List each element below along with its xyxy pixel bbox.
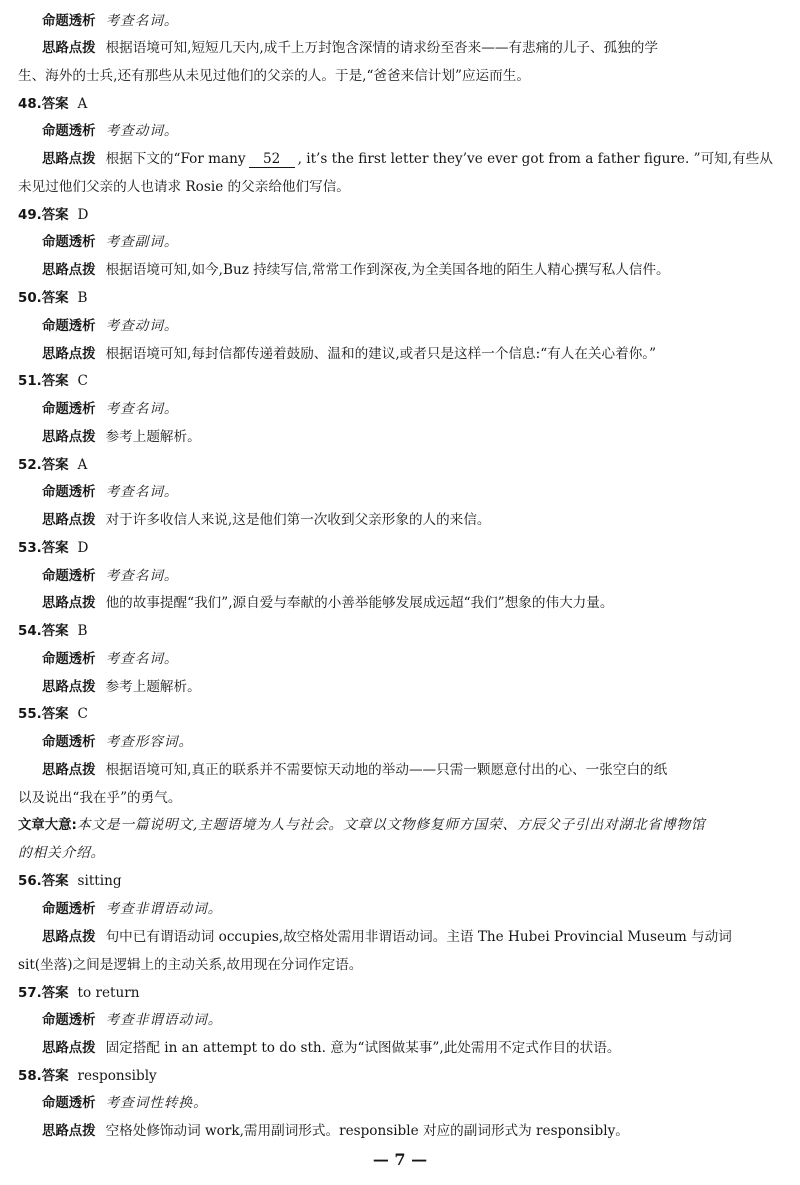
answer-value: C [77, 706, 88, 722]
question-number: 51. [18, 374, 42, 389]
answer-label: 答案 [41, 707, 69, 722]
hint-text: 他的故事提醒“我们”,源自爱与奉献的小善举能够发展成远超“我们”想象的伟大力量。 [105, 595, 614, 611]
analysis-row [42, 399, 788, 420]
hint-row [42, 1121, 788, 1142]
hint-label: 思路点拨 [42, 763, 96, 778]
answer-label: 答案 [41, 458, 69, 473]
hint-continuation: sit(坐落)之间是逻辑上的主动关系,故用现在分词作定语。 [18, 957, 363, 973]
answer-row-57 [18, 983, 788, 1004]
analysis-row [42, 899, 788, 920]
question-number: 55. [18, 707, 42, 722]
analysis-text: 考查名词。 [105, 401, 179, 417]
summary-continuation: 的相关介绍。 [18, 844, 105, 861]
analysis-row [42, 11, 788, 32]
answer-value: D [77, 540, 89, 556]
question-number: 54. [18, 624, 42, 639]
answer-label: 答案 [41, 541, 69, 556]
hint-label: 思路点拨 [42, 152, 96, 167]
question-number: 56. [18, 874, 42, 889]
summary-line [18, 812, 788, 840]
hint-text: 固定搭配 in an attempt to do sth. 意为“试图做某事”,此处需用不定式作目的状语。 [105, 1040, 621, 1056]
analysis-row [42, 121, 788, 142]
answer-label: 答案 [41, 208, 69, 223]
hint-text: 空格处修饰动词 work,需用副词形式。responsible 对应的副词形式为 responsibly。 [105, 1123, 629, 1139]
hint-text: 对于许多收信人来说,这是他们第一次收到父亲形象的人的来信。 [105, 512, 491, 528]
hint-label: 思路点拨 [42, 1041, 96, 1056]
hint-text: 根据下文的“For many [105, 151, 246, 167]
analysis-label: 命题透析 [42, 124, 96, 139]
answer-label: 答案 [41, 986, 69, 1001]
analysis-text: 考查名词。 [105, 13, 179, 29]
analysis-text: 考查形容词。 [105, 734, 194, 750]
hint-label: 思路点拨 [42, 596, 96, 611]
answer-label: 答案 [41, 874, 69, 889]
analysis-row [42, 316, 788, 337]
question-number: 48. [18, 97, 42, 112]
analysis-label: 命题透析 [42, 14, 96, 29]
hint-row [42, 593, 788, 614]
analysis-text: 考查名词。 [105, 484, 179, 500]
question-number: 57. [18, 986, 42, 1001]
answer-value: D [77, 207, 89, 223]
hint-label: 思路点拨 [42, 41, 96, 56]
hint-label: 思路点拨 [42, 347, 96, 362]
analysis-text: 考查词性转换。 [105, 1095, 208, 1111]
hint-label: 思路点拨 [42, 930, 96, 945]
hint-continuation: 未见过他们父亲的人也请求 Rosie 的父亲给他们写信。 [18, 179, 350, 195]
answer-label: 答案 [41, 1069, 69, 1084]
analysis-row [42, 732, 788, 753]
summary-text: 本文是一篇说明文,主题语境为人与社会。文章以文物修复师方国荣、方辰父子引出对湖北省博物馆 [76, 817, 706, 833]
analysis-row [42, 1093, 788, 1114]
hint-label: 思路点拨 [42, 1124, 96, 1139]
answer-value: sitting [77, 873, 122, 889]
hint-label: 思路点拨 [42, 513, 96, 528]
hint-row [42, 149, 788, 170]
hint-continuation: 生、海外的士兵,还有那些从未见过他们的父亲的人。于是,“爸爸来信计划”应运而生。 [18, 68, 530, 84]
hint-label: 思路点拨 [42, 680, 96, 695]
question-number: 53. [18, 541, 42, 556]
analysis-label: 命题透析 [42, 735, 96, 750]
analysis-text: 考查名词。 [105, 568, 179, 584]
hint-row [42, 510, 788, 531]
answer-row-53 [18, 538, 788, 559]
page-number: — 7 — [372, 1150, 428, 1169]
analysis-label: 命题透析 [42, 319, 96, 334]
answer-row-50 [18, 288, 788, 309]
analysis-label: 命题透析 [42, 235, 96, 250]
hint-row [42, 38, 788, 59]
answer-value: A [77, 457, 88, 473]
hint-text: 参考上题解析。 [105, 429, 201, 445]
analysis-label: 命题透析 [42, 902, 96, 917]
analysis-label: 命题透析 [42, 569, 96, 584]
analysis-text: 考查副词。 [105, 234, 179, 250]
hint-text-after: , it’s the first letter they’ve ever got from a father figure. ”可知,有些从 [297, 151, 773, 167]
answer-row-48 [18, 94, 788, 115]
hint-text: 根据语境可知,如今,Buz 持续写信,常常工作到深夜,为全美国各地的陌生人精心撰写私人信件。 [105, 262, 670, 278]
analysis-row [42, 482, 788, 503]
analysis-label: 命题透析 [42, 485, 96, 500]
analysis-text: 考查非谓语动词。 [105, 901, 223, 917]
analysis-row [42, 566, 788, 587]
question-number: 49. [18, 208, 42, 223]
answer-value: B [77, 290, 88, 306]
hint-text: 参考上题解析。 [105, 679, 201, 695]
hint-row [42, 260, 788, 281]
hint-row [42, 677, 788, 698]
answer-label: 答案 [41, 624, 69, 639]
hint-row [42, 927, 788, 948]
answer-value: to return [77, 985, 140, 1001]
question-number: 58. [18, 1069, 42, 1084]
hint-label: 思路点拨 [42, 430, 96, 445]
answer-row-52 [18, 455, 788, 476]
answer-value: A [77, 96, 88, 112]
analysis-row [42, 1010, 788, 1031]
analysis-text: 考查非谓语动词。 [105, 1012, 223, 1028]
summary-label: 文章大意: [18, 818, 77, 833]
hint-row [42, 427, 788, 448]
analysis-label: 命题透析 [42, 1013, 96, 1028]
hint-text: 根据语境可知,短短几天内,成千上万封饱含深情的请求纷至沓来——有悲痛的儿子、孤独的学 [105, 40, 658, 56]
answer-value: B [77, 623, 88, 639]
question-number: 50. [18, 291, 42, 306]
answer-value: responsibly [77, 1068, 157, 1084]
answer-row-51 [18, 371, 788, 392]
analysis-row [42, 232, 788, 253]
analysis-label: 命题透析 [42, 652, 96, 667]
hint-label: 思路点拨 [42, 263, 96, 278]
hint-row [42, 1038, 788, 1059]
analysis-row [42, 649, 788, 670]
hint-row [42, 760, 788, 781]
analysis-text: 考查动词。 [105, 123, 179, 139]
analysis-label: 命题透析 [42, 1096, 96, 1111]
analysis-text: 考查名词。 [105, 651, 179, 667]
answer-row-54 [18, 621, 788, 642]
hint-text: 句中已有谓语动词 occupies,故空格处需用非谓语动词。主语 The Hubei Provincial Museum 与动词 [105, 929, 732, 945]
answer-row-49 [18, 205, 788, 226]
hint-text: 根据语境可知,每封信都传递着鼓励、温和的建议,或者只是这样一个信息:“有人在关心着你。” [105, 346, 657, 362]
passage-summary [18, 812, 788, 867]
analysis-label: 命题透析 [42, 402, 96, 417]
hint-text: 根据语境可知,真正的联系并不需要惊天动地的举动——只需一颗愿意付出的心、一张空白的纸 [105, 762, 668, 778]
answer-value: C [77, 373, 88, 389]
answer-row-58 [18, 1066, 788, 1087]
hint-continuation: 以及说出“我在乎”的勇气。 [18, 790, 182, 806]
answer-label: 答案 [41, 97, 69, 112]
hint-row [42, 344, 788, 365]
answer-label: 答案 [41, 374, 69, 389]
blank-number: 52 [249, 151, 295, 168]
answer-row-56 [18, 871, 788, 892]
answer-label: 答案 [41, 291, 69, 306]
analysis-text: 考查动词。 [105, 318, 179, 334]
question-number: 52. [18, 458, 42, 473]
answer-row-55 [18, 704, 788, 725]
